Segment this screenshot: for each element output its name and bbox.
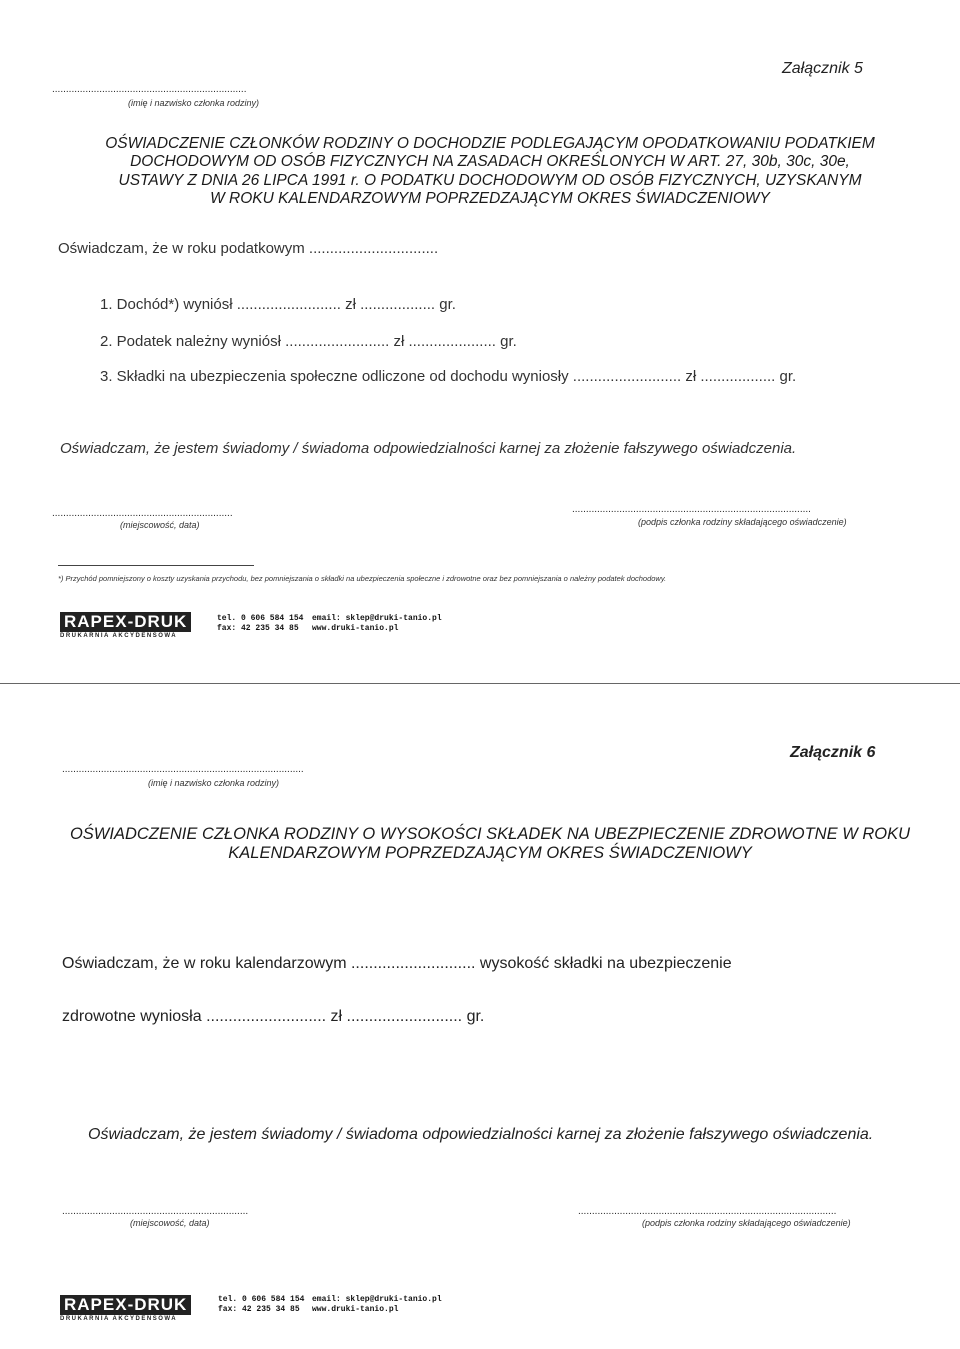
printer-phone-block: [217, 614, 303, 634]
a5-name-dots: ......................................................................: [52, 84, 247, 95]
a5-item-tax: 2. Podatek należny wyniósł ......................... zł ..................... gr.: [100, 333, 517, 350]
a6-line2: zdrowotne wyniosła ........................... zł .......................... gr.: [62, 1008, 485, 1025]
a6-place-dots: ...................................................................: [62, 1206, 249, 1217]
a5-statement: Oświadczam, że jestem świadomy / świadoma odpowiedzialności karnej za złożenie fałszywego oświadczenia.: [60, 440, 797, 457]
a5-footnote: *) Przychód pomniejszony o koszty uzyskania przychodu, bez pomniejszania o składki na ubezpieczenia społeczne i zdrowotne oraz bez pomniejszania o należny podatek dochodowy.: [58, 574, 667, 583]
a6-statement: Oświadczam, że jestem świadomy / świadoma odpowiedzialności karnej za złożenie fałszywego oświadczenia.: [88, 1126, 874, 1143]
a5-title-line4: W ROKU KALENDARZOWYM POPRZEDZAJĄCYM OKRES ŚWIADCZENIOWY: [210, 189, 770, 207]
a6-place-caption: (miejscowość, data): [130, 1218, 210, 1228]
a6-line1: Oświadczam, że w roku kalendarzowym ............................ wysokość składki na ubezpieczenie: [62, 955, 732, 972]
footnote-separator: [58, 565, 254, 566]
a6-name-dots: .......................................................................................: [62, 764, 304, 775]
page-divider: [0, 683, 960, 684]
a5-title-line2: DOCHODOWYM OD OSÓB FIZYCZNYCH NA ZASADACH OKREŚLONYCH W ART. 27, 30b, 30c, 30e,: [130, 153, 850, 171]
printer-logo-sub: DRUKARNIA AKCYDENSOWA: [60, 633, 178, 639]
a6-title-line2: KALENDARZOWYM POPRZEDZAJĄCYM OKRES ŚWIADCZENIOWY: [228, 844, 752, 863]
printer-logo-2: RAPEX-DRUK: [60, 1295, 191, 1315]
a6-name-caption: (imię i nazwisko członka rodziny): [148, 778, 280, 788]
printer-tel-2: tel. 0 606 584 154: [218, 1295, 305, 1304]
printer-fax-2: fax: 42 235 34 85: [218, 1305, 300, 1314]
a5-item-contributions: 3. Składki na ubezpieczenia społeczne odliczone od dochodu wyniosły .......................... zł .................. gr.: [100, 368, 797, 385]
printer-fax: fax: 42 235 34 85: [217, 624, 299, 633]
a6-title-line1: OŚWIADCZENIE CZŁONKA RODZINY O WYSOKOŚCI SKŁADEK NA UBEZPIECZENIE ZDROWOTNE W ROKU: [69, 825, 911, 843]
a5-title-line1: OŚWIADCZENIE CZŁONKÓW RODZINY O DOCHODZIE PODLEGAJĄCYM OPODATKOWANIU PODATKIEM: [105, 135, 875, 152]
printer-web-block: [312, 614, 442, 634]
a6-sign-caption: (podpis członka rodziny składającego oświadczenie): [642, 1218, 851, 1228]
printer-logo-sub-2: DRUKARNIA AKCYDENSOWA: [60, 1316, 178, 1322]
printer-web-block-2: [312, 1295, 442, 1315]
a5-sign-caption: (podpis członka rodziny składającego oświadczenie): [638, 517, 847, 527]
a5-intro: Oświadczam, że w roku podatkowym ...............................: [58, 240, 439, 257]
printer-phone-block-2: [218, 1295, 304, 1315]
a5-place-dots: .................................................................: [52, 508, 233, 519]
a5-name-caption: (imię i nazwisko członka rodziny): [128, 98, 260, 108]
printer-www-2: www.druki-tanio.pl: [312, 1305, 399, 1314]
a5-title: [40, 135, 940, 208]
printer-email: email: sklep@druki-tanio.pl: [312, 614, 442, 623]
printer-email-2: email: sklep@druki-tanio.pl: [312, 1295, 442, 1304]
a5-label: Załącznik 5: [782, 60, 863, 77]
printer-www: www.druki-tanio.pl: [312, 624, 399, 633]
printer-logo: RAPEX-DRUK: [60, 612, 191, 632]
a6-label: Załącznik 6: [790, 744, 876, 761]
a6-sign-dots: .............................................................................................: [578, 1206, 837, 1217]
a6-title: [40, 825, 940, 864]
printer-tel: tel. 0 606 584 154: [217, 614, 304, 623]
a5-item-income: 1. Dochód*) wyniósł ......................... zł .................. gr.: [100, 296, 456, 313]
a5-place-caption: (miejscowość, data): [120, 520, 200, 530]
a5-title-line3: USTAWY Z DNIA 26 LIPCA 1991 r. O PODATKU DOCHODOWYM OD OSÓB FIZYCZNYCH, UZYSKANYM: [118, 171, 862, 189]
a5-sign-dots: ......................................................................................: [572, 504, 811, 515]
